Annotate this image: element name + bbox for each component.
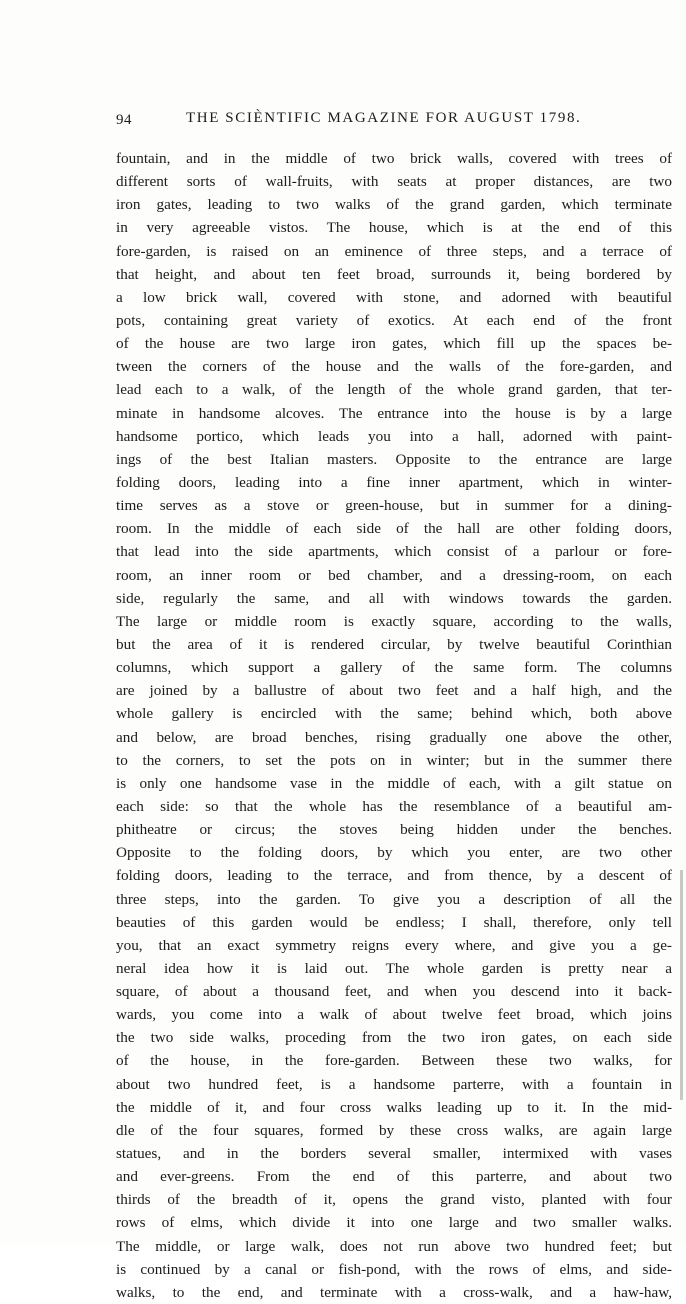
text-line: walks, to the end, and terminate with a cross-walk, and a haw-haw, bbox=[116, 1283, 672, 1301]
text-line: fountain, and in the middle of two brick walls, covered with trees of bbox=[116, 150, 672, 167]
text-line: square, of about a thousand feet, and when you descend into it back- bbox=[116, 983, 672, 1001]
text-line: room, an inner room or bed chamber, and a dressing-room, on each bbox=[116, 566, 672, 584]
text-line: side, regularly the same, and all with windows towards the garden. bbox=[116, 589, 672, 607]
text-line: beauties of this garden would be endless; I shall, therefore, only tell bbox=[116, 913, 672, 931]
body-text bbox=[116, 147, 672, 1304]
text-line: The large or middle room is exactly square, according to the walls, bbox=[116, 612, 672, 630]
text-line: neral idea how it is laid out. The whole garden is pretty near a bbox=[116, 959, 672, 977]
text-line: are joined by a ballustre of about two feet and a half high, and the bbox=[116, 682, 672, 700]
text-line: and ever-greens. From the end of this parterre, and about two bbox=[116, 1168, 672, 1186]
text-line: handsome portico, which leads you into a hall, adorned with paint- bbox=[116, 427, 672, 445]
text-line: but the area of it is rendered circular, by twelve beautiful Corinthian bbox=[116, 635, 672, 653]
text-line: rows of elms, which divide it into one large and two smaller walks. bbox=[116, 1214, 672, 1232]
text-line: a low brick wall, covered with stone, and adorned with beautiful bbox=[116, 288, 672, 306]
text-line: folding doors, leading to the terrace, and from thence, by a descent of bbox=[116, 867, 672, 885]
text-line: is only one handsome vase in the middle of each, with a gilt statue on bbox=[116, 774, 672, 792]
text-line: to the corners, to set the pots on in winter; but in the summer there bbox=[116, 751, 672, 769]
text-line: you, that an exact symmetry reigns every where, and give you a ge- bbox=[116, 936, 672, 954]
text-line: that height, and about ten feet broad, surrounds it, being bordered by bbox=[116, 265, 672, 283]
text-line: room. In the middle of each side of the hall are other folding doors, bbox=[116, 520, 672, 538]
text-line: minate in handsome alcoves. The entrance into the house is by a large bbox=[116, 404, 672, 422]
text-line: about two hundred feet, is a handsome parterre, with a fountain in bbox=[116, 1075, 672, 1093]
text-line: columns, which support a gallery of the same form. The columns bbox=[116, 659, 672, 677]
text-line: The middle, or large walk, does not run above two hundred feet; but bbox=[116, 1237, 672, 1255]
text-line: is continued by a canal or fish-pond, with the rows of elms, and side- bbox=[116, 1260, 672, 1278]
text-line: iron gates, leading to two walks of the grand garden, which terminate bbox=[116, 196, 672, 214]
text-line: fore-garden, is raised on an eminence of three steps, and a terrace of bbox=[116, 242, 672, 260]
text-line: thirds of the breadth of it, opens the grand visto, planted with four bbox=[116, 1191, 672, 1209]
text-line: whole gallery is encircled with the same; behind which, both above bbox=[116, 705, 672, 723]
text-line: ings of the best Italian masters. Opposite to the entrance are large bbox=[116, 450, 672, 468]
text-line: phitheatre or circus; the stoves being hidden under the benches. bbox=[116, 821, 672, 839]
text-line: that lead into the side apartments, which consist of a parlour or fore- bbox=[116, 543, 672, 561]
text-line: different sorts of wall-fruits, with seats at proper distances, are two bbox=[116, 173, 672, 191]
text-line: of the house are two large iron gates, which fill up the spaces be- bbox=[116, 335, 672, 353]
running-title: THE SCIÈNTIFIC MAGAZINE FOR AUGUST 1798. bbox=[186, 110, 582, 126]
text-line: lead each to a walk, of the length of the whole grand garden, that ter- bbox=[116, 381, 672, 399]
page-header bbox=[116, 108, 676, 132]
text-line: the two side walks, proceding from the two iron gates, on each side bbox=[116, 1029, 672, 1047]
text-line: of the house, in the fore-garden. Between these two walks, for bbox=[116, 1052, 672, 1070]
text-line: in very agreeable vistos. The house, which is at the end of this bbox=[116, 219, 672, 237]
text-line: each side: so that the whole has the resemblance of a beautiful am- bbox=[116, 797, 672, 815]
text-line: time serves as a stove or green-house, but in summer for a dining- bbox=[116, 497, 672, 515]
text-line: tween the corners of the house and the walls of the fore-garden, and bbox=[116, 358, 672, 376]
text-line: statues, and in the borders several smaller, intermixed with vases bbox=[116, 1145, 672, 1163]
text-line: Opposite to the folding doors, by which you enter, are two other bbox=[116, 844, 672, 862]
text-line: wards, you come into a walk of about twelve feet broad, which joins bbox=[116, 1006, 672, 1024]
text-line: and below, are broad benches, rising gradually one above the other, bbox=[116, 728, 672, 746]
text-line: three steps, into the garden. To give you a description of all the bbox=[116, 890, 672, 908]
page-edge-shadow bbox=[680, 870, 683, 1100]
text-line: the middle of it, and four cross walks leading up to it. In the mid- bbox=[116, 1098, 672, 1116]
text-line: folding doors, leading into a fine inner apartment, which in winter- bbox=[116, 473, 672, 491]
page-number: 94 bbox=[116, 112, 132, 128]
text-line: pots, containing great variety of exotics. At each end of the front bbox=[116, 311, 672, 329]
text-line: dle of the four squares, formed by these cross walks, are again large bbox=[116, 1121, 672, 1139]
